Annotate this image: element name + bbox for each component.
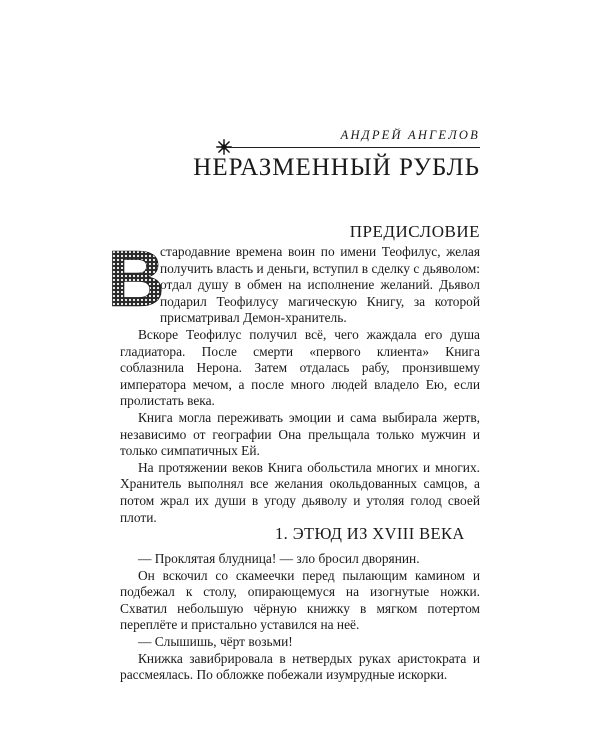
title-rule xyxy=(226,147,480,148)
chapter-body xyxy=(120,551,480,684)
book-title: НЕРАЗМЕННЫЙ РУБЛЬ xyxy=(193,154,480,181)
preface-paragraph-4: На протяжении веков Книга обольстила многих и многих. Хранитель выполнял все желания окольдованных самцов, а потом жрал их души в угоду дьяволу и утоляя голод своей плоти. xyxy=(120,459,480,525)
chapter-paragraph-1: — Проклятая блудница! — зло бросил дворянин. xyxy=(138,551,420,566)
preface-paragraph-1-text: стародавние времена воин по имени Теофилус, желая получить власть и деньги, вступил в сделку с дьяволом: отдал душу в обмен на исполнение желаний. Дьявол подарил Теофилусу магическую Книгу, за которой присматривал Демон-хранитель. xyxy=(160,244,480,326)
chapter-heading: 1. ЭТЮД ИЗ XVIII ВЕКА xyxy=(275,524,465,543)
preface-body xyxy=(107,234,480,526)
chapter-paragraph-3: — Слышишь, чёрт возьми! xyxy=(138,633,293,649)
preface-heading: ПРЕДИСЛОВИЕ xyxy=(349,222,480,241)
chapter-paragraph-4: Книжка завибрировала в нетвердых руках аристократа и рассмеялась. По обложке побежали изумрудные искорки. xyxy=(120,650,480,683)
chapter-paragraph-2: Он вскочил со скамеечки перед пылающим камином и подбежал к столу, опирающемуся на изогнутые ножки. Схватил небольшую чёрную книжку в мягком потертом переплёте и пристально уставился на неё. xyxy=(120,567,480,633)
preface-paragraph-2: Вскоре Теофилус получил всё, чего жаждала его душа гладиатора. После смерти «первого клиента» Книга соблазнила Нерона. Затем отдалась рабу, пронзившему императора мечом, а после много людей владело Ею, если пролистать века. xyxy=(120,326,480,409)
preface-paragraph-3: Книга могла переживать эмоции и сама выбирала жертв, независимо от географии Она прельщала только мужчин и только симпатичных Ей. xyxy=(120,409,480,459)
drop-cap-letter: В xyxy=(107,234,165,323)
drop-cap xyxy=(107,234,165,323)
preface-paragraph-1 xyxy=(107,234,480,327)
author-name: АНДРЕЙ АНГЕЛОВ xyxy=(340,128,480,142)
